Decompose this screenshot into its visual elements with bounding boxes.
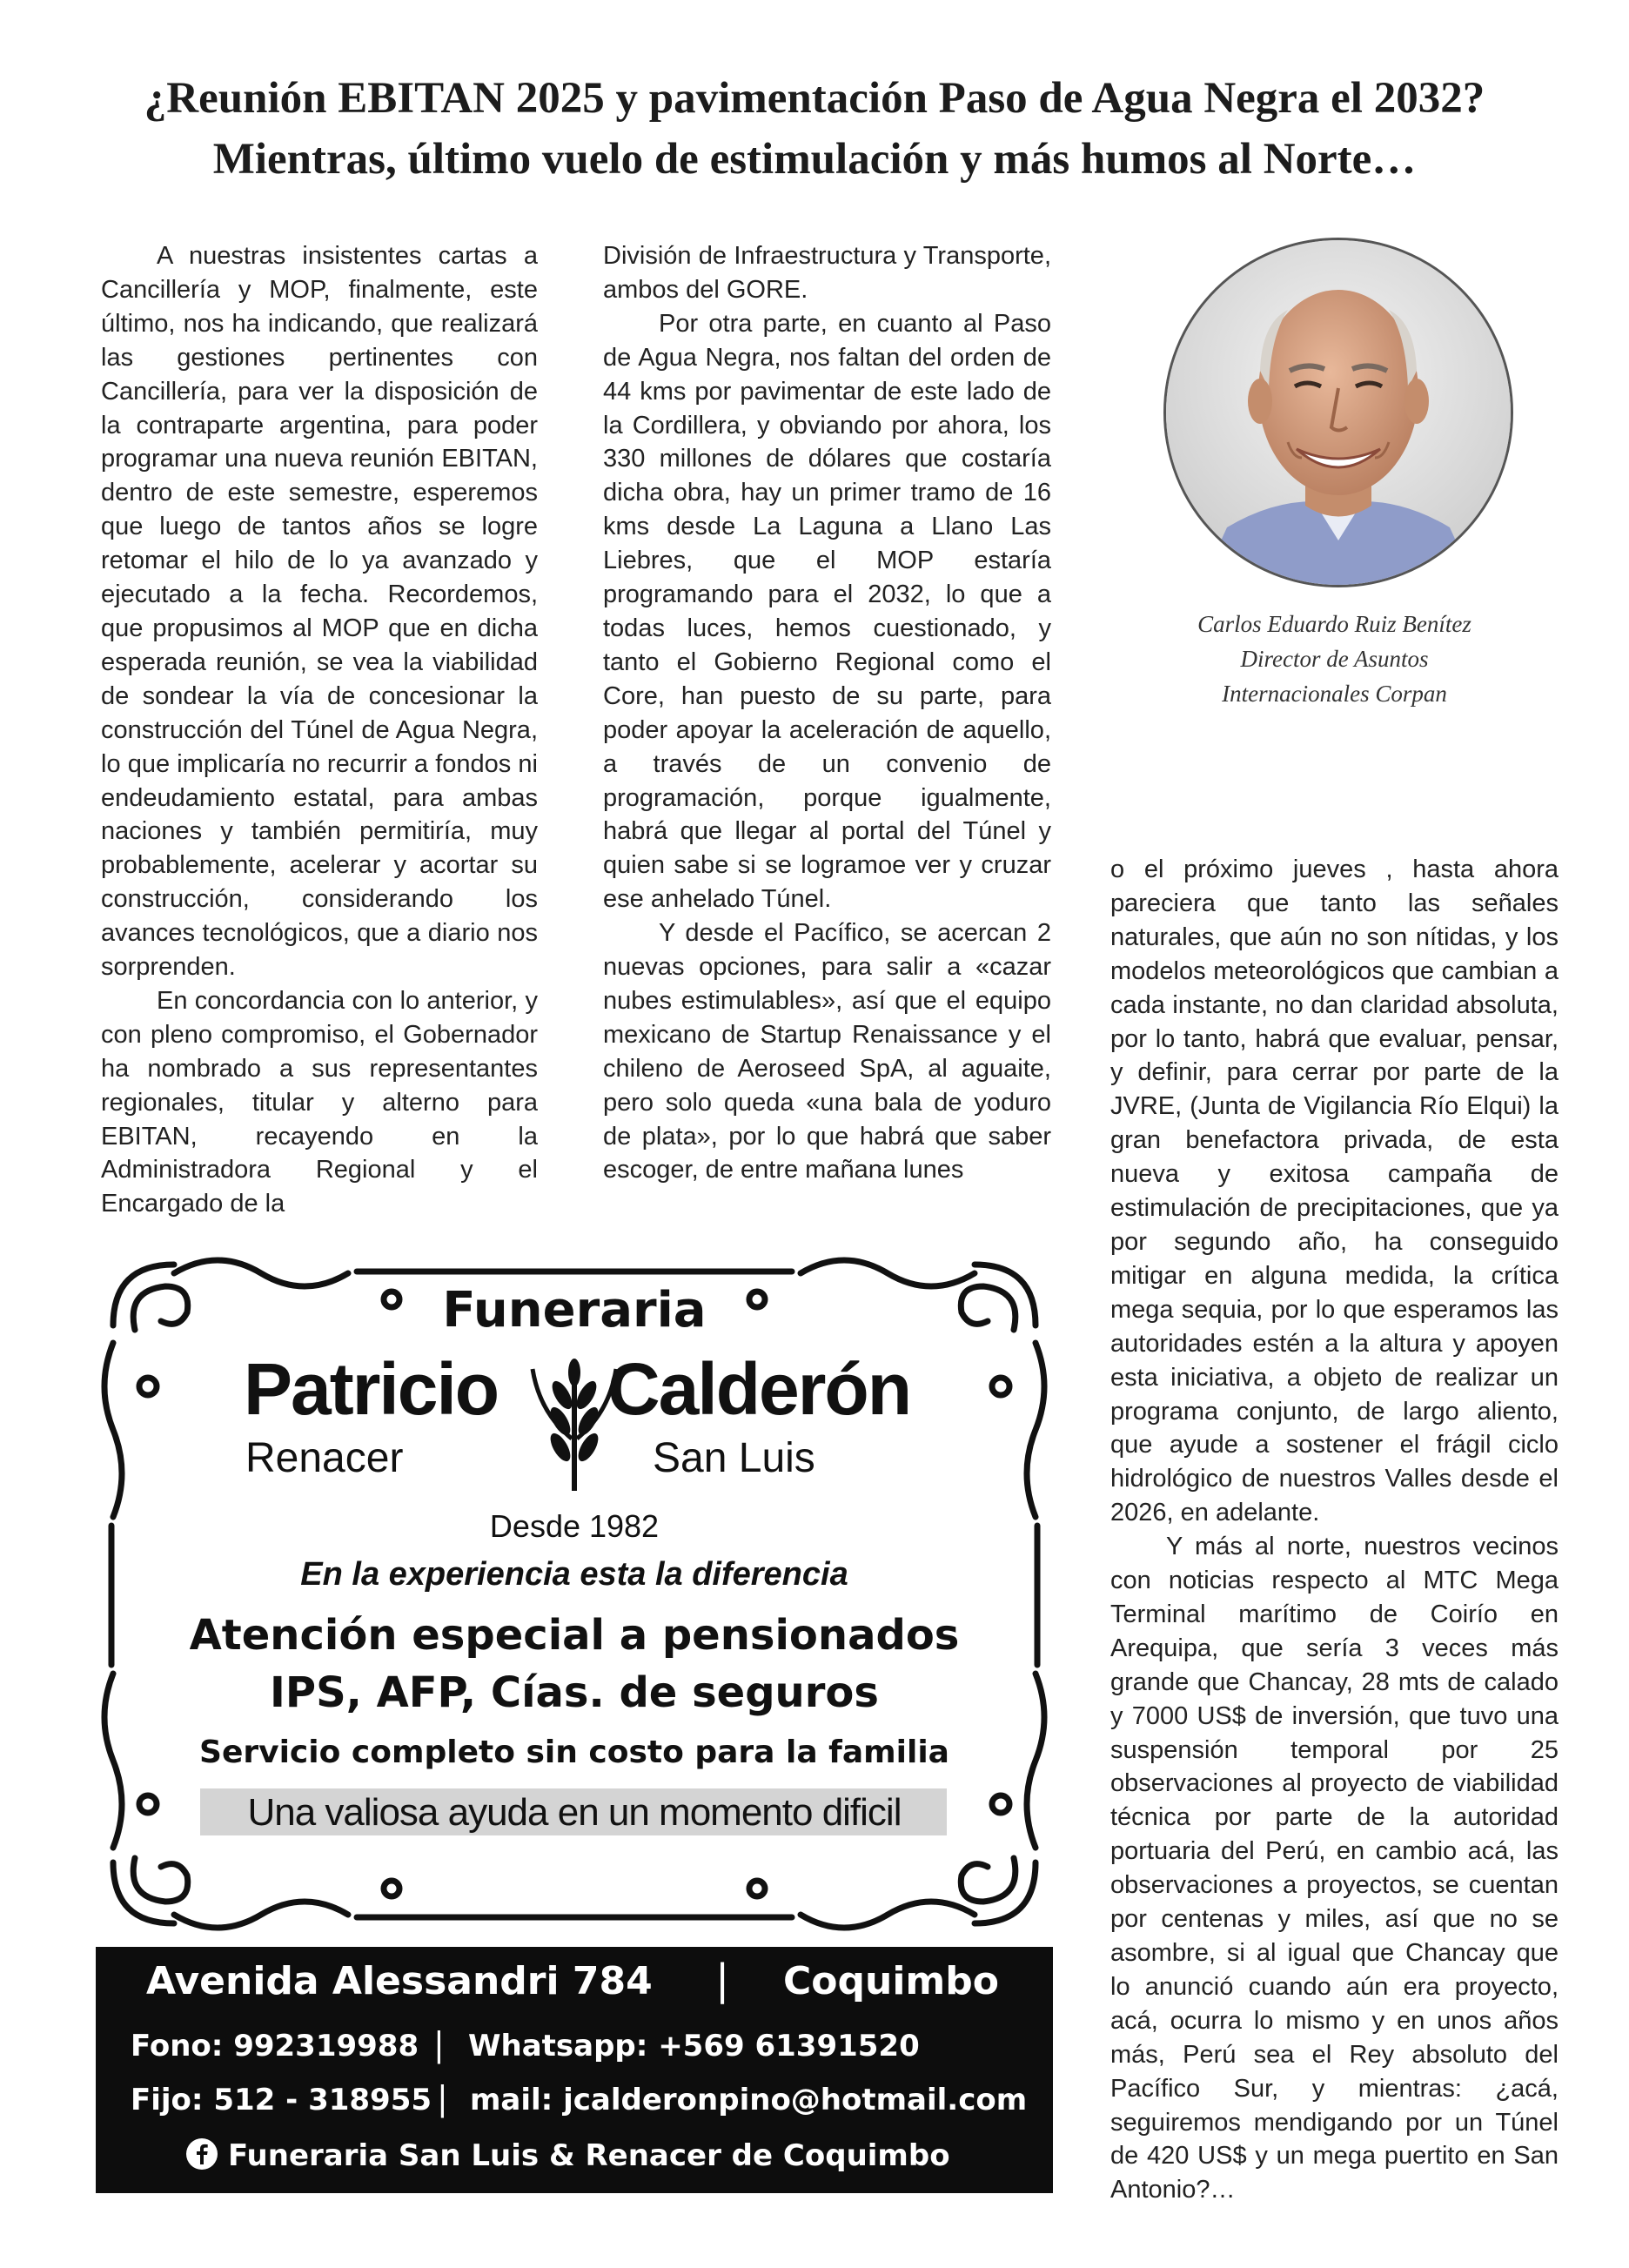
paragraph: En concordancia con lo anterior, y con pleno compromiso, el Gobernador ha nombrado a sus representantes regionales, titular y alterno para EBITAN, recayendo en la Administradora Regional y el Encargado de la bbox=[101, 986, 538, 1218]
ad-contact-bar bbox=[96, 1947, 1053, 2193]
paragraph: Y desde el Pacífico, se acercan 2 nuevas opciones, para salir a «cazar nubes estimulables», así que el equipo mexicano de Startup Renaissance y el chileno de Aeroseed SpA, al aguaite, pero solo queda «una bala de yoduro de plata», por lo que habrá que saber escoger, de entre mañana lunes bbox=[603, 919, 1051, 1184]
ad-service: Servicio completo sin costo para la familia bbox=[199, 1735, 949, 1770]
headline bbox=[0, 68, 1629, 190]
ad-name-left: Patricio bbox=[244, 1348, 499, 1430]
separator: | bbox=[715, 1956, 730, 2004]
ad-help: Una valiosa ayuda en un momento dificil bbox=[247, 1791, 902, 1834]
ad-facebook[interactable]: Funeraria San Luis & Renacer de Coquimbo bbox=[228, 2138, 950, 2173]
funeral-advertisement bbox=[96, 1247, 1053, 1941]
ad-city: Coquimbo bbox=[783, 1959, 999, 2003]
ad-subtitle-left: Renacer bbox=[245, 1435, 404, 1481]
ad-heading: Funeraria bbox=[442, 1282, 707, 1339]
paragraph: o el próximo jueves , hasta ahora pareciera que tanto las señales naturales, que aún no son nítidas, y los modelos meteorológicos que cambian a cada instante, no dan claridad absoluta, por lo tanto, habrá que evaluar, pensar, y definir, para cerrar por parte de la JVRE, (Junta de Vigilancia Río Elqui) la gran benefactora privada, de esta nueva y exitosa campaña de estimulación de precipitaciones, que ya por segundo año, ha conseguido mitigar en alguna medida, la crítica mega sequia, por lo que esperamos las autoridades estén a la altura y apoyen esta iniciativa, a objeto de realizar un programa conjunto, de largo aliento, que ayude a sostener el frágil ciclo hidrológico de nuestros Valles desde el 2026, en adelante. bbox=[1110, 856, 1559, 1527]
ad-since: Desde 1982 bbox=[489, 1508, 660, 1544]
article-column-3 bbox=[1110, 853, 1559, 2207]
author-role: Internacionales Corpan bbox=[1222, 681, 1447, 707]
ad-attention: Atención especial a pensionados bbox=[189, 1611, 960, 1660]
ad-phone: Fono: 992319988 bbox=[131, 2029, 419, 2063]
paragraph: División de Infraestructura y Transporte, ambos del GORE. bbox=[603, 242, 1051, 304]
paragraph: Por otra parte, en cuanto al Paso de Agua Negra, nos faltan del orden de 44 kms por pavimentar de este lado de la Cordillera, y obviando por ahora, los 330 millones de dólares que costaría dicha obra, hay un primer tramo de 16 kms desde La Laguna a Llano Las Liebres, que el MOP estaría programando para el 2032, lo que a todas luces, hemos cuestionado, y tanto el Gobierno Regional como el Core, han puesto de su parte, para poder apoyar la aceleración de aquello, a través de un convenio de programación, porque igualmente, habrá que llegar al portal del Túnel y quien sabe si se logramoe ver y cruzar ese anhelado Túnel. bbox=[603, 309, 1051, 914]
headline-line-1: ¿Reunión EBITAN 2025 y pavimentación Paso de Agua Negra el 2032? bbox=[144, 74, 1485, 123]
ad-email[interactable]: mail: jcalderonpino@hotmail.com bbox=[470, 2083, 1028, 2117]
paragraph: A nuestras insistentes cartas a Cancillería y MOP, finalmente, este último, nos ha indicando, que realizará las gestiones pertinentes con Cancillería, para ver la disposición de la contraparte argentina, para poder programar una nueva reunión EBITAN, dentro de este semestre, esperemos que luego de tantos años se logre retomar el hilo de lo ya avanzado y ejecutado a la fecha. Recordemos, que propusimos al MOP que en dicha esperada reunión, se vea la viabilidad de sondear la vía de concesionar la construcción del Túnel de Agua Negra, lo que implicaría no recurrir a fondos ni endeudamiento estatal, para ambas naciones y también permitiría, muy probablemente, acelerar y acortar su construcción, considerando los avances tecnológicos, que a diario nos sorprenden. bbox=[101, 242, 538, 982]
separator: | bbox=[433, 2025, 445, 2063]
ad-slogan: En la experiencia esta la diferencia bbox=[300, 1556, 848, 1593]
portrait-photo-icon bbox=[1166, 240, 1511, 585]
author-portrait-photo bbox=[1163, 238, 1513, 587]
article-column-1 bbox=[101, 239, 538, 1221]
facebook-icon bbox=[186, 2138, 218, 2170]
headline-line-2: Mientras, último vuelo de estimulación y más humos al Norte… bbox=[212, 135, 1417, 184]
separator: | bbox=[437, 2079, 448, 2117]
ad-insurers: IPS, AFP, Cías. de seguros bbox=[270, 1668, 879, 1717]
ad-whatsapp: Whatsapp: +569 61391520 bbox=[468, 2029, 920, 2063]
ad-address: Avenida Alessandri 784 bbox=[146, 1959, 653, 2003]
paragraph: Y más al norte, nuestros vecinos con noticias respecto al MTC Mega Terminal marítimo de Coirío en Arequipa, que sería 3 veces más grande que Chancay, 28 mts de calado y 7000 US$ de inversión, que tuvo una suspensión temporal por 25 observaciones al proyecto de viabilidad técnica por parte de la autoridad portuaria del Perú, en cambio acá, las observaciones a proyectos, se cuentan por centenas y miles, así que no se asombre, si al igual que Chancay que lo anunció cuando aún era proyecto, acá, ocurra lo mismo y en unos años más, Perú sea el Rey absoluto del Pacífico Sur, y mientras: ¿acá, seguiremos mendigando por un Túnel de 420 US$ y un mega puertito en San Antonio?… bbox=[1110, 1533, 1559, 2204]
ad-name-right: Calderón bbox=[607, 1348, 911, 1430]
author-role: Director de Asuntos bbox=[1240, 646, 1429, 672]
author-caption bbox=[1110, 607, 1559, 711]
ad-landline: Fijo: 512 - 318955 bbox=[131, 2083, 432, 2117]
ad-subtitle-right: San Luis bbox=[653, 1435, 815, 1481]
article-column-2 bbox=[603, 239, 1051, 1187]
author-name: Carlos Eduardo Ruiz Benítez bbox=[1197, 611, 1471, 637]
